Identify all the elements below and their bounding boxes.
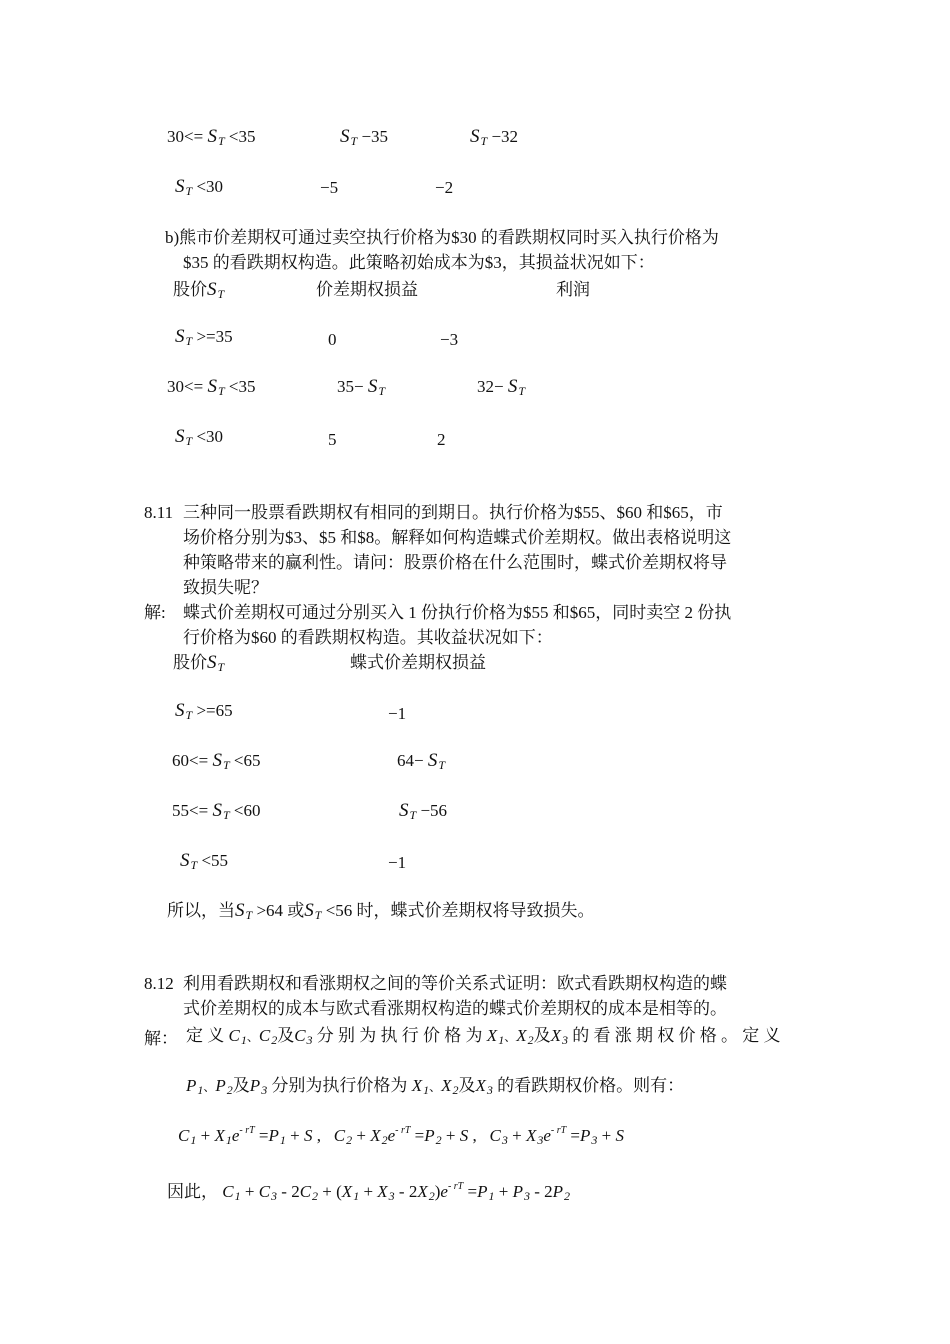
q812-therefore: 因此， $C_1 + C_3 - 2C_2 + (X_1 + X_3 - 2X_2)e^{- rT} =P_1 + P_3 - 2P_2$	[167, 1181, 571, 1203]
table-a-row-2-range: $S_T <30$	[175, 176, 224, 198]
q811-line-3: 种策略带来的赢利性。请问：股票价格在什么范围时，蝶式价差期权将导	[183, 553, 727, 572]
q811-answer-line-2: 行价格为$60 的看跌期权构造。其收益状况如下：	[183, 628, 553, 647]
q811-answer-line-1: 蝶式价差期权可通过分别买入 1 份执行价格为$55 和$65，同时卖空 2 份执	[183, 603, 732, 622]
q812-line-1: 利用看跌期权和看涨期权之间的等价关系式证明：欧式看跌期权构造的蝶	[183, 974, 727, 993]
part-b-line-2: $35 的看跌期权构造。此策略初始成本为$3，其损益状况如下：	[183, 253, 655, 272]
part-b-header-profit: 利润	[556, 280, 590, 299]
table-a-row-1-profit: $S_T -32$	[470, 126, 519, 148]
part-b-line-1: b)熊市价差期权可通过卖空执行价格为$30 的看跌期权同时买入执行价格为	[165, 228, 719, 247]
table-a-row-1-payoff: $S_T -35$	[340, 126, 389, 148]
part-b-header-payoff: 价差期权损益	[316, 280, 418, 299]
part-b-row-3-payoff: 5	[328, 430, 337, 449]
table-a-row-1-range: $30<= S_T <35$	[167, 126, 256, 148]
q812-definition-1: 定 义 $C_1$、$C_2$及$C_3$ 分 别 为 执 行 价 格 为 $X_1$、$X_2$及$X_3$ 的 看 涨 期 权 价 格 。 定 义	[186, 1026, 781, 1047]
q811-row-4-range: $S_T <55$	[180, 850, 229, 872]
q811-line-4: 致损失呢？	[183, 578, 268, 597]
q811-header-payoff: 蝶式价差期权损益	[350, 653, 486, 672]
q811-row-2-payoff: $64- S_T$	[397, 750, 446, 772]
q812-line-2: 式价差期权的成本与欧式看涨期权构造的蝶式价差期权的成本是相等的。	[183, 999, 727, 1018]
q811-answer-label: 解:	[144, 603, 166, 622]
q811-conclusion: 所以，当$S_T >64$ 或$S_T <56$ 时，蝶式价差期权将导致损失。	[167, 900, 595, 922]
q812-answer-label: 解：	[144, 1029, 178, 1048]
q811-row-1-payoff: −1	[388, 704, 407, 723]
table-a-row-2-profit: −2	[435, 178, 454, 197]
q811-row-2-range: $60<= S_T <65$	[172, 750, 261, 772]
part-b-row-1-payoff: 0	[328, 330, 337, 349]
part-b-row-3-profit: 2	[437, 430, 446, 449]
q811-row-1-range: $S_T >=65$	[175, 700, 233, 722]
q811-number: 8.11	[144, 503, 174, 522]
put-call-parity-equations: $C_1 + X_1e^{- rT} =P_1 + S$ , $C_2 + X_2e^{- rT} =P_2 + S$ , $C_3 + X_3e^{- rT} =P_3 + S$	[178, 1125, 624, 1147]
table-a-row-2-payoff: −5	[320, 178, 339, 197]
part-b-row-2-range: $30<= S_T <35$	[167, 376, 256, 398]
part-b-row-2-profit: $32- S_T$	[477, 376, 526, 398]
q811-header-stock-price: 股价$S_T$	[173, 652, 225, 674]
q811-row-3-range: $55<= S_T <60$	[172, 800, 261, 822]
q811-line-1: 三种同一股票看跌期权有相同的到期日。执行价格为$55、$60 和$65，市	[183, 503, 723, 522]
part-b-row-2-payoff: $35- S_T$	[337, 376, 386, 398]
q811-row-3-payoff: $S_T -56$	[399, 800, 448, 822]
part-b-row-1-range: $S_T >=35$	[175, 326, 233, 348]
part-b-row-1-profit: −3	[440, 330, 459, 349]
q811-line-2: 场价格分别为$3、$5 和$8。解释如何构造蝶式价差期权。做出表格说明这	[183, 528, 732, 547]
q812-definition-2: $P_1$、$P_2$及$P_3$ 分别为执行价格为 $X_1$、$X_2$及$X_3$ 的看跌期权价格。则有：	[186, 1076, 685, 1097]
part-b-header-stock-price: 股价$S_T$	[173, 279, 225, 301]
q811-row-4-payoff: −1	[388, 853, 407, 872]
q812-number: 8.12	[144, 974, 174, 993]
part-b-row-3-range: $S_T <30$	[175, 426, 224, 448]
